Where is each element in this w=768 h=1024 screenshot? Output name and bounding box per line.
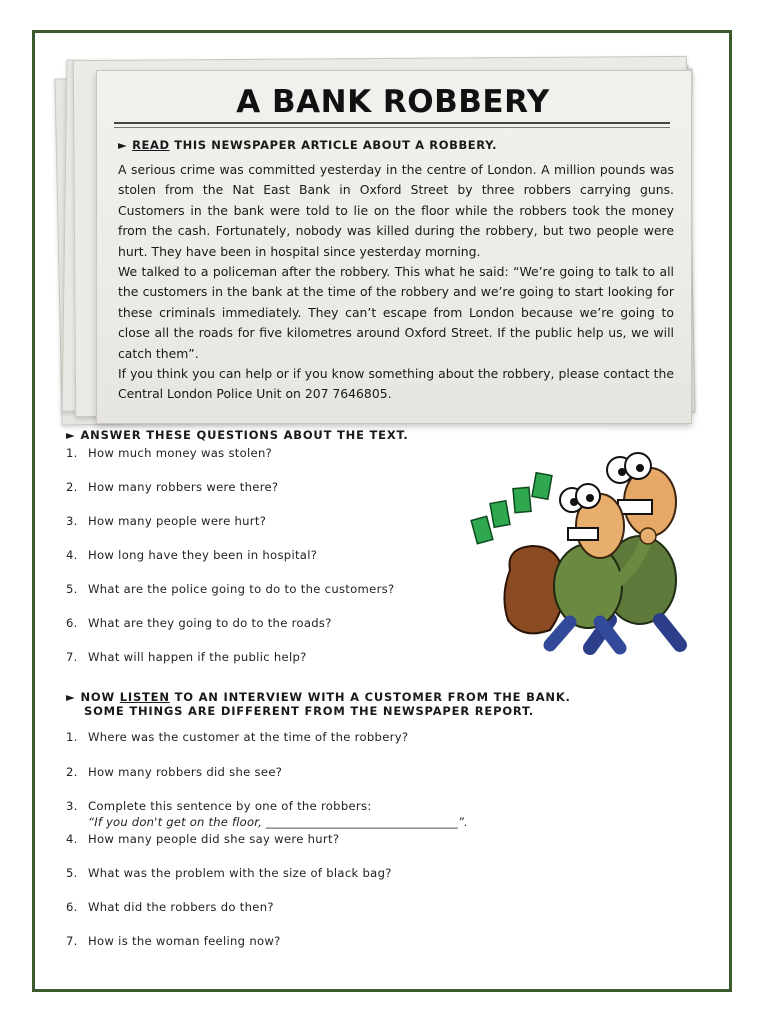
title-rule-thick [114, 122, 670, 124]
fill-in-sentence: “If you don't get on the floor, ________________________________”. [88, 815, 468, 829]
question-item: 2. How many robbers did she see? [66, 765, 283, 779]
question-item: 3. How many people were hurt? [66, 514, 267, 528]
article-body [118, 160, 674, 405]
robbers-illustration [470, 430, 710, 655]
section2-heading-line2: SOME THINGS ARE DIFFERENT FROM THE NEWSPAPER REPORT. [84, 704, 535, 718]
question-item: 1. Where was the customer at the time of the robbery? [66, 730, 409, 744]
page-title: A BANK ROBBERY [236, 84, 550, 120]
question-item: 3. Complete this sentence by one of the robbers: [66, 799, 372, 813]
money-bill-icon [471, 473, 552, 544]
question-item: 7. What will happen if the public help? [66, 650, 307, 664]
question-item: 6. What are they going to do to the roads? [66, 616, 332, 630]
section2-heading: ► NOW LISTEN TO AN INTERVIEW WITH A CUSTOMER FROM THE BANK. SOME THINGS ARE DIFFERENT FROM THE NEWSPAPER REPORT. [66, 690, 571, 718]
title-rule-thin [114, 127, 670, 128]
question-item: 1. How much money was stolen? [66, 446, 273, 460]
arrow-icon: ► [118, 138, 128, 152]
question-item: 7. How is the woman feeling now? [66, 934, 281, 948]
article-paragraph: We talked to a policeman after the robbery. This what he said: “We’re going to talk to all the customers in the bank at the time of the robbery and we’re going to start looking for these criminals immediately. They can’t escape from London because we’re going to close all the roads for five kilometres around Oxford Street. If the public help us, we will catch them”. [118, 264, 674, 361]
question-item: 6. What did the robbers do then? [66, 900, 274, 914]
question-item: 5. What was the problem with the size of black bag? [66, 866, 392, 880]
read-instruction [118, 138, 497, 152]
read-verb: READ [132, 138, 170, 152]
question-item: 5. What are the police going to do to the customers? [66, 582, 395, 596]
question-item: 4. How long have they been in hospital? [66, 548, 318, 562]
question-item: 4. How many people did she say were hurt? [66, 832, 340, 846]
question-item: 2. How many robbers were there? [66, 480, 279, 494]
read-instruction-rest: THIS NEWSPAPER ARTICLE ABOUT A ROBBERY. [169, 138, 498, 152]
section1-heading: ► ANSWER THESE QUESTIONS ABOUT THE TEXT. [66, 428, 409, 442]
listen-verb: LISTEN [119, 690, 170, 704]
article-paragraph: If you think you can help or if you know something about the robbery, please contact the Central London Police Unit on 207 7646805. [118, 366, 674, 402]
article-paragraph: A serious crime was committed yesterday in the centre of London. A million pounds was stolen from the Nat East Bank in Oxford Street by three robbers carrying guns. Customers in the bank were told to lie on the floor while the robbers took the money from the cash. Fortunately, nobody was killed during the robbery, but two people were hurt. They have been in hospital since yesterday morning. [118, 162, 674, 259]
